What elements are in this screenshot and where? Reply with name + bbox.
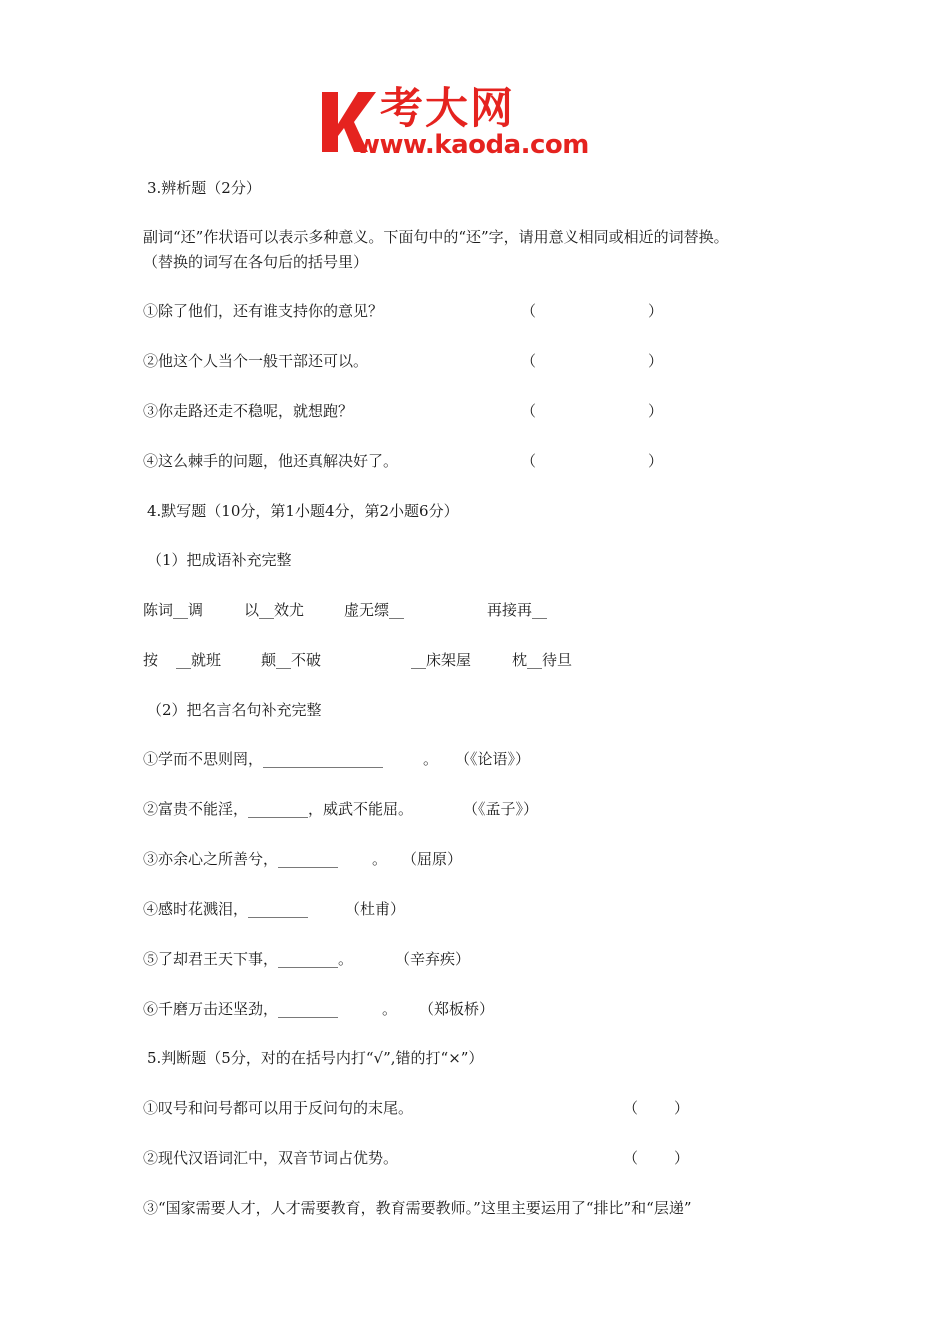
- q3-item-4: ④这么棘手的问题，他还真解决好了。: [143, 452, 399, 470]
- q3-intro-line1: 副词“还”作状语可以表示多种意义。下面句中的“还”字，请用意义相同或相近的词替换。: [143, 228, 729, 246]
- quote-6: ⑥千磨万击还坚劲，________: [143, 1000, 339, 1018]
- q5-answer-open-2: （: [623, 1149, 639, 1167]
- q3-item-2: ②他这个人当个一般干部还可以。: [143, 352, 369, 370]
- q5-title: 5.判断题（5分，对的在括号内打“√”,错的打“×”）: [147, 1049, 484, 1067]
- q3-answer-open-3: （: [521, 402, 537, 420]
- idiom-5-prefix: 按: [143, 651, 159, 669]
- q3-answer-close-1: ）: [648, 302, 664, 320]
- q3-answer-close-4: ）: [648, 452, 664, 470]
- q4-part2-title: （2）把名言名句补充完整: [147, 701, 322, 719]
- q3-answer-close-2: ）: [648, 352, 664, 370]
- q4-part1-title: （1）把成语补充完整: [147, 551, 292, 569]
- idiom-3: 虚无缥__: [344, 601, 405, 619]
- q5-item-3: ③“国家需要人才，人才需要教育，教育需要教师。”这里主要运用了“排比”和“层递”: [143, 1199, 692, 1217]
- q5-item-1: ①叹号和问号都可以用于反问句的末尾。: [143, 1099, 414, 1117]
- q3-intro-line2: （替换的词写在各句后的括号里）: [143, 253, 369, 271]
- quote-1-end: 。: [423, 750, 439, 768]
- q3-answer-open-4: （: [521, 452, 537, 470]
- quote-1: ①学而不思则罔，________________: [143, 750, 384, 768]
- quote-5-source: （辛弃疾）: [395, 950, 471, 968]
- idiom-2: 以__效尤: [244, 601, 305, 619]
- q3-item-1: ①除了他们，还有谁支持你的意见？: [143, 302, 384, 320]
- quote-4-source: （杜甫）: [345, 900, 406, 918]
- kaoda-logo: [318, 86, 638, 160]
- logo-url-text: www.kaoda.com: [356, 130, 589, 160]
- idiom-5-rest: __就班: [176, 651, 222, 669]
- quote-5: ⑤了却君王天下事，________。: [143, 950, 354, 968]
- q5-item-2: ②现代汉语词汇中，双音节词占优势。: [143, 1149, 399, 1167]
- quote-2: ②富贵不能淫，________，威武不能屈。: [143, 800, 414, 818]
- quote-3: ③亦余心之所善兮，________: [143, 850, 339, 868]
- q4-title: 4.默写题（10分，第1小题4分，第2小题6分）: [147, 502, 459, 520]
- q5-answer-open-1: （: [623, 1099, 639, 1117]
- q3-title: 3.辨析题（2分）: [147, 179, 261, 197]
- quote-6-end: 。: [382, 1000, 398, 1018]
- idiom-1: 陈词__调: [143, 601, 204, 619]
- idiom-4: 再接再__: [487, 601, 548, 619]
- idiom-7: __床架屋: [411, 651, 472, 669]
- quote-3-source: （屈原）: [402, 850, 463, 868]
- q3-answer-open-2: （: [521, 352, 537, 370]
- quote-4: ④感时花溅泪，________: [143, 900, 309, 918]
- q3-answer-close-3: ）: [648, 402, 664, 420]
- quote-1-source: （《论语》）: [455, 750, 531, 768]
- q3-item-3: ③你走路还走不稳呢，就想跑？: [143, 402, 354, 420]
- q5-answer-close-2: ）: [674, 1149, 690, 1167]
- quote-2-source: （《孟子》）: [463, 800, 539, 818]
- idiom-8: 枕__待旦: [512, 651, 573, 669]
- logo-brand-text: 考大网: [380, 84, 515, 134]
- q3-answer-open-1: （: [521, 302, 537, 320]
- q5-answer-close-1: ）: [674, 1099, 690, 1117]
- quote-6-source: （郑板桥）: [419, 1000, 495, 1018]
- quote-3-end: 。: [372, 850, 388, 868]
- idiom-6: 颠__不破: [261, 651, 322, 669]
